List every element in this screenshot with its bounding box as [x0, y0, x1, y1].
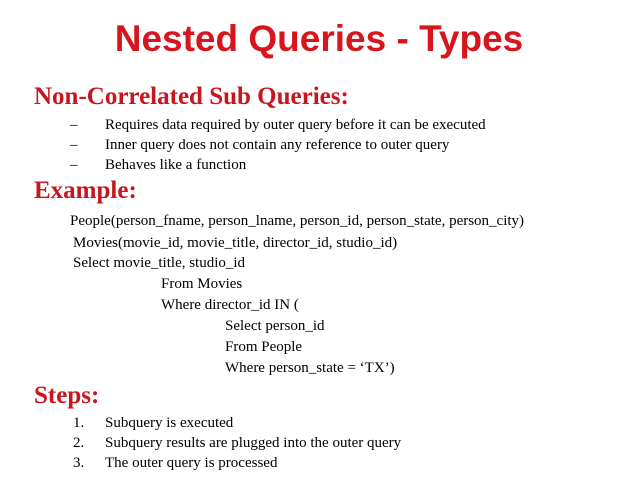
bullet-dash: –	[70, 137, 78, 153]
step-number: 3.	[73, 455, 85, 471]
list-item: Requires data required by outer query before it can be executed	[105, 117, 486, 133]
step-text: Subquery results are plugged into the outer query	[105, 435, 402, 451]
section-heading-non-correlated: Non-Correlated Sub Queries:	[34, 83, 349, 110]
step-number: 1.	[73, 415, 85, 431]
step-text: Subquery is executed	[105, 415, 234, 431]
example-line: Select person_id	[225, 318, 325, 334]
step-text: The outer query is processed	[105, 455, 278, 471]
bullet-dash: –	[70, 117, 78, 133]
example-line: Where person_state = ‘TX’)	[225, 360, 395, 376]
example-line: Select movie_title, studio_id	[73, 255, 246, 271]
list-item: Behaves like a function	[105, 157, 247, 173]
example-line: From Movies	[161, 276, 243, 292]
bullet-dash: –	[70, 157, 78, 173]
step-number: 2.	[73, 435, 85, 451]
slide-title: Nested Queries - Types	[114, 18, 524, 59]
section-heading-steps: Steps:	[34, 382, 100, 409]
example-line: People(person_fname, person_lname, person_id, person_state, person_city)	[70, 213, 525, 229]
example-line: Where director_id IN (	[161, 297, 299, 313]
list-item: Inner query does not contain any reference to outer query	[105, 137, 450, 153]
example-line: Movies(movie_id, movie_title, director_id, studio_id)	[73, 235, 398, 251]
example-line: From People	[225, 339, 303, 355]
section-heading-example: Example:	[34, 177, 137, 204]
